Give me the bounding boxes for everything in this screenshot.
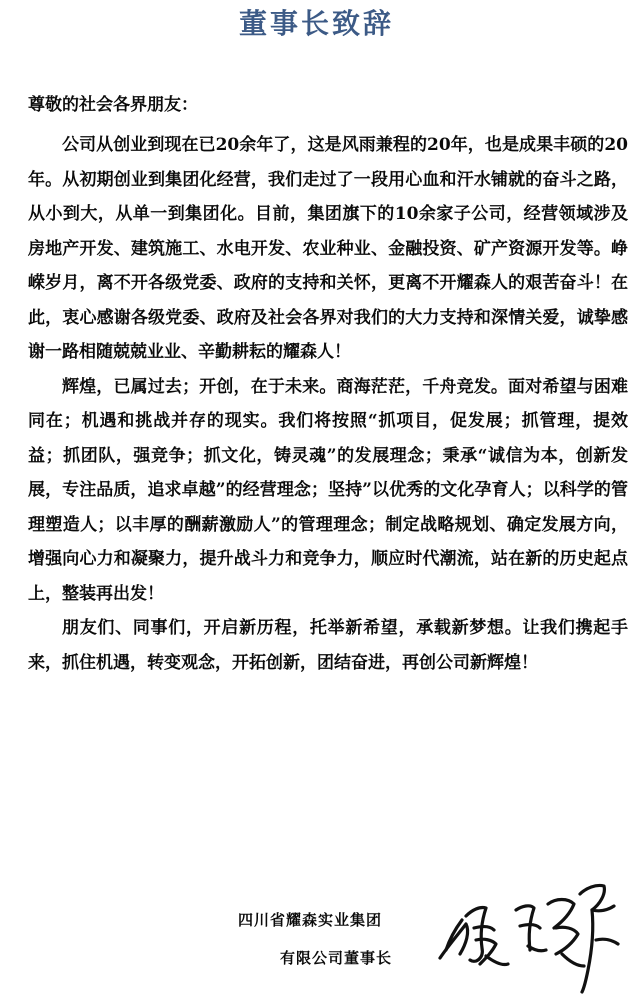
signature-position: 有限公司董事长 [280, 949, 393, 967]
page-title: 董事长致辞 [238, 7, 394, 40]
greeting: 尊敬的社会各界朋友： [28, 95, 198, 115]
paragraph-1: 公司从创业到现在已20余年了，这是风雨兼程的20年，也是成果丰硕的20年。从初期创业到集团化经营，我们走过了一段用心血和汗水铺就的奋斗之路，从小到大，从单一到集团化。目前，集团旗下的10余家子公司，经营领域涉及房地产开发、建筑施工、水电开发、农业种业、金融投资、矿产资源开发等。峥嵘岁月，离不开各级党委、政府的支持和关怀，更离不开耀森人的艰苦奋斗！在此，衷心感谢各级党委、政府及社会各界对我们的大力支持和深情关爱，诚挚感谢一路相随兢兢业业、辛勤耕耘的耀森人！ [28, 135, 628, 362]
paragraph-3: 朋友们、同事们，开启新历程，托举新希望，承载新梦想。让我们携起手来，抓住机遇，转变观念，开拓创新，团结奋进，再创公司新辉煌！ [28, 618, 628, 673]
letter-body [28, 128, 628, 680]
handwritten-signature [436, 880, 626, 995]
paragraph-2: 辉煌，已属过去；开创，在于未来。商海茫茫，千舟竞发。面对希望与困难同在；机遇和挑战并存的现实。我们将按照“抓项目，促发展；抓管理，提效益；抓团队，强竞争；抓文化，铸灵魂”的发展理念；秉承“诚信为本，创新发展，专注品质，追求卓越”的经营理念；坚持”以优秀的文化孕育人；以科学的管理塑造人；以丰厚的酬薪激励人”的管理理念；制定战略规划、确定发展方向，增强向心力和凝聚力，提升战斗力和竞争力，顺应时代潮流，站在新的历史起点上，整装再出发！ [28, 376, 628, 604]
signature-organization: 四川省耀森实业集团 [238, 911, 383, 929]
